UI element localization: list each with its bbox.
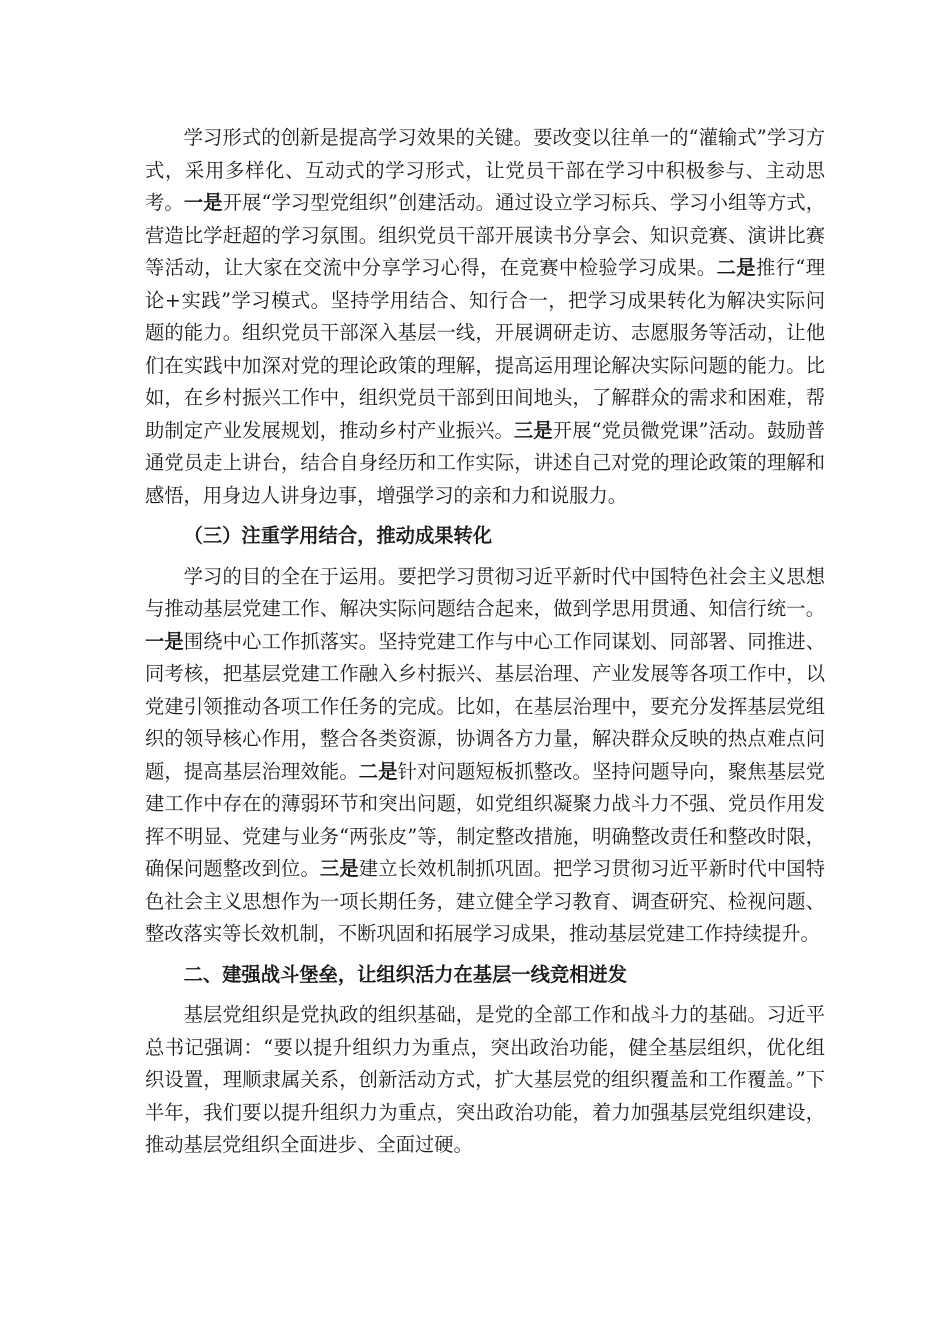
- section-heading-3: （三）注重学用结合，推动成果转化: [183, 524, 493, 547]
- bold-run: 一是: [183, 191, 223, 214]
- bold-run: 三是: [319, 857, 359, 880]
- text-run: 围绕中心工作抓落实。坚持党建工作与中心工作同谋划、同部署、同推进、同考核，把基层党建工作融入乡村振兴、基层治理、产业发展等各项工作中，以党建引领推动各项工作任务的完成。比如，在基层治理中，要充分发挥基层党组织的领导核心作用，整合各类资源，协调各方力量，解决群众反映的热点难点问题，提高基层治理效能。: [145, 629, 826, 783]
- text-run: 学习的目的全在于运用。要把学习贯彻习近平新时代中国特色社会主义思想与推动基层党建工作、解决实际问题结合起来，做到学思用贯通、知信行统一。: [145, 564, 825, 620]
- text-run: 建立长效机制抓巩固。把学习贯彻习近平新时代中国特色社会主义思想作为一项长期任务，建立健全学习教育、调查研究、检视问题、整改落实等长效机制，不断巩固和拓展学习成果，推动基层党建工作持续提升。: [145, 857, 826, 945]
- paragraph-grassroots-organization: [145, 999, 825, 1162]
- paragraph-apply-learning: [145, 561, 825, 951]
- paragraph-learning-forms: [145, 122, 825, 512]
- text-run: 开展“学习型党组织”创建活动。通过设立学习标兵、学习小组等方式，营造比学赶超的学习氛围。组织党员干部开展读书分享会、知识竞赛、演讲比赛等活动，让大家在交流中分享学习心得，在竞赛中检验学习成果。: [145, 191, 826, 279]
- text-run: 开展“党员微党课”活动。鼓励普通党员走上讲台，结合自身经历和工作实际，讲述自己对党的理论政策的理解和感悟，用身边人讲身边事，增强学习的亲和力和说服力。: [145, 418, 826, 507]
- text-run: 推行“理论+实践”学习模式。坚持学用结合、知行合一，把学习成果转化为解决实际问题的能力。组织党员干部深入基层一线，开展调研走访、志愿服务等活动，让他们在实践中加深对党的理论政策的理解，提高运用理论解决实际问题的能力。比如，在乡村振兴工作中，组织党员干部到田间地头，了解群众的需求和困难，帮助制定产业发展规划，推动乡村产业振兴。: [145, 256, 826, 442]
- bold-run: 二是: [716, 256, 757, 279]
- document-body: [145, 122, 825, 1162]
- bold-run: 二是: [358, 759, 398, 783]
- section-heading-2: 二、建强战斗堡垒，让组织活力在基层一线竞相迸发: [183, 962, 628, 986]
- bold-run: 一是: [145, 629, 184, 653]
- text-run: 学习形式的创新是提高学习效果的关键。要改变以往单一的“灌输式”学习方式，采用多样化、互动式的学习形式，让党员干部在学习中积极参与、主动思考。: [145, 126, 825, 214]
- bold-run: 三是: [513, 418, 553, 442]
- text-run: 针对问题短板抓整改。坚持问题导向，聚焦基层党建工作中存在的薄弱环节和突出问题，如党组织凝聚力战斗力不强、党员作用发挥不明显、党建与业务“两张皮”等，制定整改措施，明确整改责任和整改时限，确保问题整改到位。: [145, 759, 826, 880]
- text-run: 基层党组织是党执政的组织基础，是党的全部工作和战斗力的基础。习近平总书记强调：“要以提升组织力为重点，突出政治功能，健全基层组织，优化组织设置，理顺隶属关系，创新活动方式，扩大基层党的组织覆盖和工作覆盖。”下半年，我们要以提升组织力为重点，突出政治功能，着力加强基层党组织建设，推动基层党组织全面进步、全面过硬。: [145, 1003, 825, 1156]
